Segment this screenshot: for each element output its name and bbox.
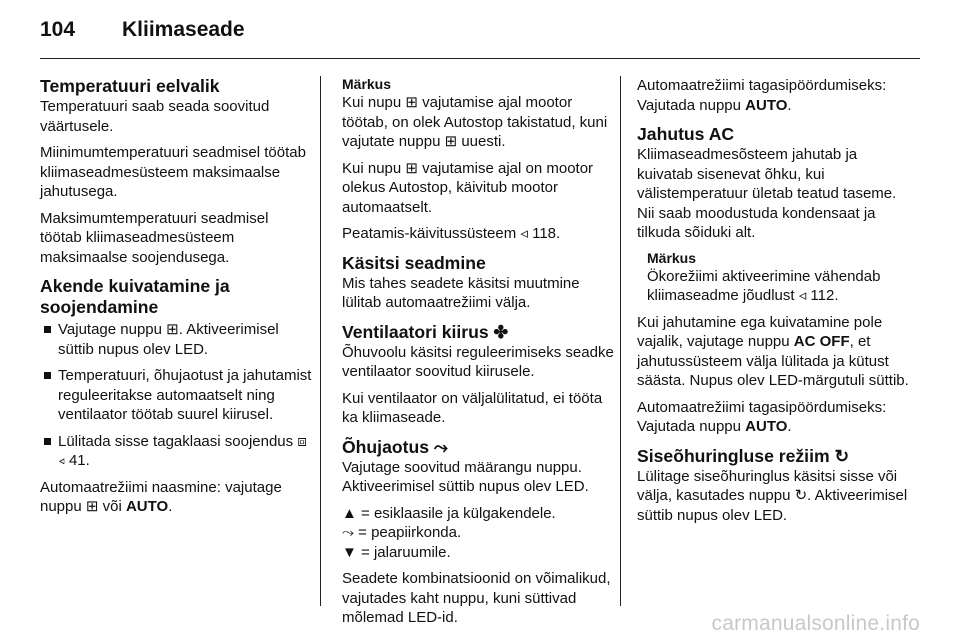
column-divider: [320, 76, 321, 606]
paragraph: Temperatuuri saab seada soovitud väärtusele.: [40, 98, 270, 135]
heading-recirculation: Siseõhuringluse režiim ↻: [637, 445, 850, 466]
paragraph: Kui ventilaator on väljalülitatud, ei tööta ka kliimaseade.: [342, 389, 603, 426]
bullet-item: Lülitada sisse tagaklaasi soojendus ⧈ ◃ 41.: [40, 432, 312, 471]
list-item: ⤳ = peapiirkonda.: [342, 524, 462, 541]
column-3: [637, 76, 909, 532]
note-block: [637, 250, 909, 306]
note-paragraph: Kui nupu ⊞ vajutamise ajal on mootor olekus Autostop, käivitub mootor automaatselt.: [342, 159, 594, 216]
paragraph-ac-off: Kui jahutamine ega kuivatamine pole vajalik, vajutage nuppu AC OFF, et jahutussüsteem välja lülitada ja kütust säästa. Nupus olev LED-märgutuli süttib.: [637, 313, 909, 389]
note-paragraph: Peatamis-käivitussüsteem ◃ 118.: [342, 225, 561, 242]
bullet-item: Temperatuuri, õhujaotust ja jahutamist reguleeritakse automaatselt ning ventilaator töötab suurel kiirusel.: [40, 366, 312, 425]
paragraph-auto-return: Automaatrežiimi tagasipöördumiseks: Vajutada nuppu AUTO.: [637, 77, 887, 114]
paragraph: Õhuvoolu käsitsi reguleerimiseks seadke ventilaator soovitud kiirusele.: [342, 343, 614, 380]
heading-cooling-ac: Jahutus AC: [637, 124, 735, 144]
paragraph-auto-return: Automaatrežiimi tagasipöördumiseks: Vajutada nuppu AUTO.: [637, 398, 887, 435]
list-item: ▲ = esiklaasile ja külgakendele.: [342, 504, 556, 522]
chapter-title: Kliimaseade: [122, 18, 245, 41]
page-header: [40, 18, 245, 42]
paragraph: Lülitage siseõhuringlus käsitsi sisse või välja, kasutades nuppu ↻. Aktiveerimisel süttib nupus olev LED.: [637, 467, 908, 524]
bullet-item: Vajutage nuppu ⊞. Aktiveerimisel süttib nupus olev LED.: [40, 320, 312, 359]
paragraph: Kliimaseadmesõsteem jahutab ja kuivatab sisenevat õhku, kui välistemperatuur ületab teatud taseme. Nii saab moodustuda kondensaat ja tilkuda sõiduki alt.: [637, 146, 897, 241]
column-divider: [620, 76, 621, 606]
paragraph: Seadete kombinatsioonid on võimalikud, vajutades kaht nuppu, kuni süttivad mõlemad LED-id.: [342, 570, 611, 626]
header-rule: [40, 58, 920, 59]
paragraph: Maksimumtemperatuuri seadmisel töötab kliimaseadmesüsteem maksimaalse soojendusega.: [40, 209, 269, 266]
heading-fan-speed: Ventilaatori kiirus ✤: [342, 321, 509, 342]
note-title: Märkus: [647, 249, 697, 266]
column-2: [342, 76, 614, 635]
paragraph: Mis tahes seadete käsitsi muutmine lülitab automaatrežiimi välja.: [342, 274, 580, 311]
heading-temperature-preset: Temperatuuri eelvalik: [40, 76, 220, 96]
list-item: ▼ = jalaruumile.: [342, 543, 451, 561]
column-1: [40, 76, 312, 524]
note-title: Märkus: [342, 76, 392, 92]
watermark: carmanualsonline.info: [711, 612, 920, 635]
paragraph: Vajutage soovitud määrangu nuppu. Aktiveerimisel süttib nupus olev LED.: [342, 458, 589, 495]
page-number: 104: [40, 18, 76, 41]
note-paragraph: Kui nupu ⊞ vajutamise ajal mootor töötab, on olek Autostop takistatud, kuni vajutate nuppu ⊞ uuesti.: [342, 94, 608, 150]
note-paragraph: Ökorežiimi aktiveerimine vähendab kliimaseadme jõudlust ◃ 112.: [647, 267, 881, 304]
heading-manual: Käsitsi seadmine: [342, 252, 486, 273]
paragraph: Miinimumtemperatuuri seadmisel töötab kliimaseadmesüsteem maksimaalse jahutusega.: [40, 144, 306, 200]
heading-defog: Akende kuivatamine ja soojendamine: [40, 276, 230, 317]
heading-air-distribution: Õhujaotus ⤳: [342, 436, 448, 457]
paragraph-auto-return: Automaatrežiimi naasmine: vajutage nuppu ⊞ või AUTO.: [40, 478, 282, 515]
